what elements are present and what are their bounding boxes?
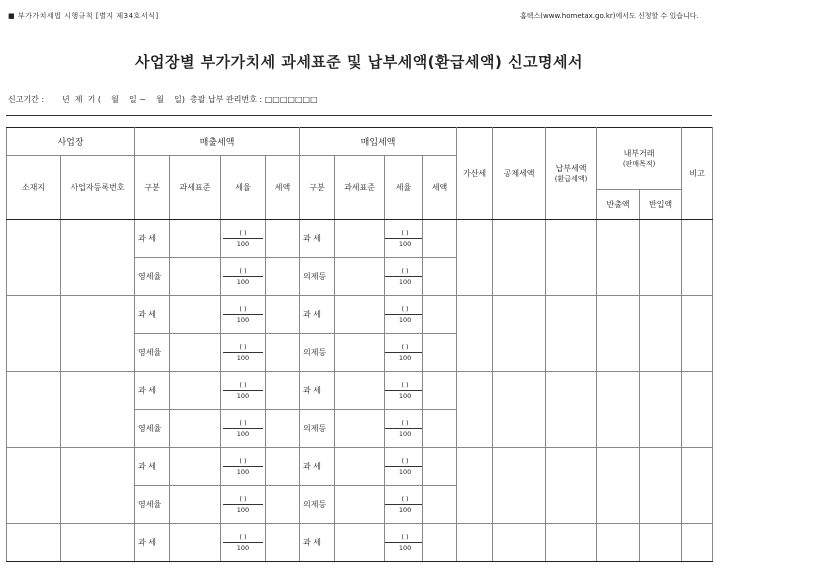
reg-number-cell[interactable] [61,220,135,296]
purchase-tax-rate-cell[interactable] [385,220,423,258]
tax-rate-numerator: ( ) [223,418,263,429]
tax-rate-fraction [385,456,423,477]
sales-tax-amount-cell[interactable] [266,524,300,562]
tax-rate-numerator: ( ) [223,532,263,543]
outgoing-cell[interactable] [597,296,640,372]
tax-rate-denominator: 100 [398,392,412,400]
sales-kind-cell: 과 세 [135,372,170,410]
tax-rate-numerator: ( ) [385,532,423,543]
purchase-tax-base-cell[interactable] [335,258,385,296]
purchase-kind-cell: 과 세 [300,372,335,410]
tax-rate-denominator: 100 [398,354,412,362]
deduction-tax-cell[interactable] [493,448,546,524]
tax-rate-fraction [223,456,263,477]
sales-kind-cell: 영세율 [135,258,170,296]
tax-rate-denominator: 100 [236,316,250,324]
purchase-tax-rate-cell[interactable] [385,524,423,562]
sales-tax-rate-cell[interactable] [221,296,266,334]
regulation-reference: ■ 부가가치세법 시행규칙 [별지 제34호서식] [8,12,159,20]
payable-tax-cell[interactable] [546,372,597,448]
tax-rate-numerator: ( ) [223,380,263,391]
deduction-tax-cell[interactable] [493,524,546,562]
location-cell[interactable] [7,524,61,562]
reg-number-cell[interactable] [61,448,135,524]
sales-kind-cell: 영세율 [135,410,170,448]
tax-rate-fraction [385,418,423,439]
tax-rate-fraction [385,304,423,325]
header-sales-tax-base: 과세표준 [170,156,221,220]
incoming-cell[interactable] [640,524,682,562]
tax-rate-numerator: ( ) [385,456,423,467]
tax-rate-numerator: ( ) [223,266,263,277]
tax-rate-numerator: ( ) [385,304,423,315]
purchase-tax-amount-cell[interactable] [423,524,457,562]
tax-rate-fraction [385,266,423,287]
sales-tax-rate-cell[interactable] [221,372,266,410]
sales-kind-cell: 영세율 [135,334,170,372]
outgoing-cell[interactable] [597,524,640,562]
header-payable-tax-label: 납부세액 [555,164,587,173]
purchase-tax-amount-cell[interactable] [423,448,457,486]
tax-rate-fraction [223,342,263,363]
tax-rate-denominator: 100 [236,506,250,514]
outgoing-cell[interactable] [597,372,640,448]
header-remarks: 비고 [682,128,713,220]
reg-number-cell[interactable] [61,296,135,372]
filing-period-line: 신고기간 : 년 제 기 ( 월 일 ~ 월 일) 총괄 납부 관리번호 : □□□□□□□ [8,95,318,104]
header-internal-label: 내부거래 [623,149,655,158]
sales-tax-rate-cell[interactable] [221,258,266,296]
header-purchase-tax-base: 과세표준 [335,156,385,220]
sales-tax-rate-cell[interactable] [221,220,266,258]
remarks-cell[interactable] [682,524,713,562]
tax-rate-numerator: ( ) [385,494,423,505]
tax-rate-numerator: ( ) [385,380,423,391]
sales-tax-base-cell[interactable] [170,448,221,486]
sales-tax-rate-cell[interactable] [221,524,266,562]
purchase-tax-base-cell[interactable] [335,448,385,486]
sales-tax-rate-cell[interactable] [221,448,266,486]
tax-rate-fraction [385,494,423,515]
reg-number-cell[interactable] [61,372,135,448]
payable-tax-cell[interactable] [546,220,597,296]
purchase-tax-base-cell[interactable] [335,410,385,448]
purchase-kind-cell: 의제등 [300,334,335,372]
incoming-cell[interactable] [640,448,682,524]
purchase-tax-base-cell[interactable] [335,372,385,410]
sales-tax-rate-cell[interactable] [221,486,266,524]
addition-tax-cell[interactable] [457,220,493,296]
form-title: 사업장별 부가가치세 과세표준 및 납부세액(환급세액) 신고명세서 [134,53,584,71]
location-cell[interactable] [7,220,61,296]
tax-rate-fraction [223,418,263,439]
addition-tax-cell[interactable] [457,524,493,562]
sales-tax-amount-cell[interactable] [266,372,300,410]
sales-tax-base-cell[interactable] [170,334,221,372]
tax-rate-numerator: ( ) [223,342,263,353]
header-addition-tax: 가산세 [457,128,493,220]
sales-kind-cell: 과 세 [135,220,170,258]
purchase-tax-base-cell[interactable] [335,220,385,258]
payable-tax-cell[interactable] [546,296,597,372]
tax-rate-fraction [385,228,423,249]
tax-rate-fraction [223,304,263,325]
tax-rate-numerator: ( ) [223,456,263,467]
purchase-tax-rate-cell[interactable] [385,410,423,448]
purchase-tax-base-cell[interactable] [335,524,385,562]
header-purchase-category: 구분 [300,156,335,220]
sales-kind-cell: 과 세 [135,448,170,486]
header-purchase-tax: 매입세액 [300,128,457,156]
tax-rate-denominator: 100 [398,506,412,514]
outgoing-cell[interactable] [597,448,640,524]
tax-rate-denominator: 100 [236,544,250,552]
header-payable-tax-sub: (환급세액) [554,175,588,183]
sales-kind-cell: 과 세 [135,296,170,334]
sales-tax-amount-cell[interactable] [266,448,300,486]
tax-rate-numerator: ( ) [385,228,423,239]
sales-tax-base-cell[interactable] [170,410,221,448]
tax-rate-denominator: 100 [236,430,250,438]
tax-rate-denominator: 100 [236,392,250,400]
purchase-tax-amount-cell[interactable] [423,372,457,410]
tax-rate-fraction [223,266,263,287]
tax-rate-numerator: ( ) [223,304,263,315]
header-sales-tax-amount: 세액 [266,156,300,220]
purchase-tax-amount-cell[interactable] [423,258,457,296]
purchase-tax-rate-cell[interactable] [385,296,423,334]
tax-rate-fraction [223,228,263,249]
sales-tax-amount-cell[interactable] [266,258,300,296]
tax-rate-denominator: 100 [398,240,412,248]
purchase-tax-base-cell[interactable] [335,486,385,524]
tax-rate-fraction [385,532,423,553]
header-sales-tax-rate: 세율 [221,156,266,220]
tax-rate-numerator: ( ) [385,342,423,353]
header-purchase-tax-rate: 세율 [385,156,423,220]
purchase-tax-rate-cell[interactable] [385,334,423,372]
sales-tax-base-cell[interactable] [170,486,221,524]
outgoing-cell[interactable] [597,220,640,296]
purchase-tax-amount-cell[interactable] [423,296,457,334]
header-purchase-tax-amount: 세액 [423,156,457,220]
sales-kind-cell: 영세율 [135,486,170,524]
incoming-cell[interactable] [640,372,682,448]
payable-tax-cell[interactable] [546,524,597,562]
addition-tax-cell[interactable] [457,296,493,372]
hometax-notice: 홈택스(www.hometax.go.kr)에서도 신청할 수 있습니다. [520,12,699,20]
tax-rate-fraction [385,342,423,363]
sales-tax-rate-cell[interactable] [221,410,266,448]
header-business: 사업장 [7,128,135,156]
table-row [7,220,713,258]
purchase-tax-base-cell[interactable] [335,296,385,334]
table-row [7,296,713,334]
header-sales-tax: 매출세액 [135,128,300,156]
tax-rate-fraction [223,380,263,401]
sales-tax-base-cell[interactable] [170,258,221,296]
location-cell[interactable] [7,372,61,448]
sales-tax-amount-cell[interactable] [266,486,300,524]
sales-tax-amount-cell[interactable] [266,220,300,258]
incoming-cell[interactable] [640,220,682,296]
tax-rate-denominator: 100 [398,316,412,324]
remarks-cell[interactable] [682,448,713,524]
table-row [7,448,713,486]
deduction-tax-cell[interactable] [493,220,546,296]
tax-rate-numerator: ( ) [223,494,263,505]
header-outgoing: 반출액 [597,190,640,220]
remarks-cell[interactable] [682,296,713,372]
sales-tax-amount-cell[interactable] [266,296,300,334]
tax-rate-numerator: ( ) [385,266,423,277]
tax-rate-fraction [223,532,263,553]
tax-rate-denominator: 100 [236,278,250,286]
header-incoming: 반입액 [640,190,682,220]
purchase-kind-cell: 의제등 [300,486,335,524]
sales-tax-amount-cell[interactable] [266,410,300,448]
sales-tax-rate-cell[interactable] [221,334,266,372]
deduction-tax-cell[interactable] [493,296,546,372]
tax-rate-denominator: 100 [236,354,250,362]
purchase-tax-rate-cell[interactable] [385,372,423,410]
remarks-cell[interactable] [682,220,713,296]
incoming-cell[interactable] [640,296,682,372]
addition-tax-cell[interactable] [457,448,493,524]
tax-rate-fraction [223,494,263,515]
sales-tax-base-cell[interactable] [170,220,221,258]
purchase-kind-cell: 과 세 [300,220,335,258]
header-deduction-tax: 공제세액 [493,128,546,220]
purchase-tax-rate-cell[interactable] [385,448,423,486]
table-row [7,372,713,410]
separator-line [6,115,712,116]
tax-rate-numerator: ( ) [385,418,423,429]
purchase-kind-cell: 의제등 [300,410,335,448]
tax-rate-denominator: 100 [398,544,412,552]
header-internal-transactions [597,128,682,190]
purchase-tax-base-cell[interactable] [335,334,385,372]
purchase-tax-rate-cell[interactable] [385,258,423,296]
header-sales-category: 구분 [135,156,170,220]
sales-tax-base-cell[interactable] [170,372,221,410]
tax-rate-denominator: 100 [398,468,412,476]
tax-rate-denominator: 100 [398,278,412,286]
tax-rate-numerator: ( ) [223,228,263,239]
purchase-tax-amount-cell[interactable] [423,410,457,448]
location-cell[interactable] [7,296,61,372]
sales-tax-base-cell[interactable] [170,524,221,562]
purchase-tax-amount-cell[interactable] [423,486,457,524]
purchase-tax-rate-cell[interactable] [385,486,423,524]
header-location: 소재지 [7,156,61,220]
purchase-kind-cell: 과 세 [300,296,335,334]
header-internal-sub: (판매목적) [622,160,656,168]
purchase-tax-amount-cell[interactable] [423,334,457,372]
remarks-cell[interactable] [682,372,713,448]
deduction-tax-cell[interactable] [493,372,546,448]
purchase-tax-amount-cell[interactable] [423,220,457,258]
tax-rate-denominator: 100 [236,468,250,476]
payable-tax-cell[interactable] [546,448,597,524]
addition-tax-cell[interactable] [457,372,493,448]
tax-rate-fraction [385,380,423,401]
sales-tax-amount-cell[interactable] [266,334,300,372]
reg-number-cell[interactable] [61,524,135,562]
header-reg-number: 사업자등록번호 [61,156,135,220]
purchase-kind-cell: 과 세 [300,448,335,486]
sales-tax-base-cell[interactable] [170,296,221,334]
tax-rate-denominator: 100 [398,430,412,438]
header-payable-tax [546,128,597,220]
purchase-kind-cell: 의제등 [300,258,335,296]
report-table-body [7,220,713,562]
table-row [7,524,713,562]
location-cell[interactable] [7,448,61,524]
purchase-kind-cell: 과 세 [300,524,335,562]
tax-rate-denominator: 100 [236,240,250,248]
sales-kind-cell: 과 세 [135,524,170,562]
report-table [6,127,713,562]
